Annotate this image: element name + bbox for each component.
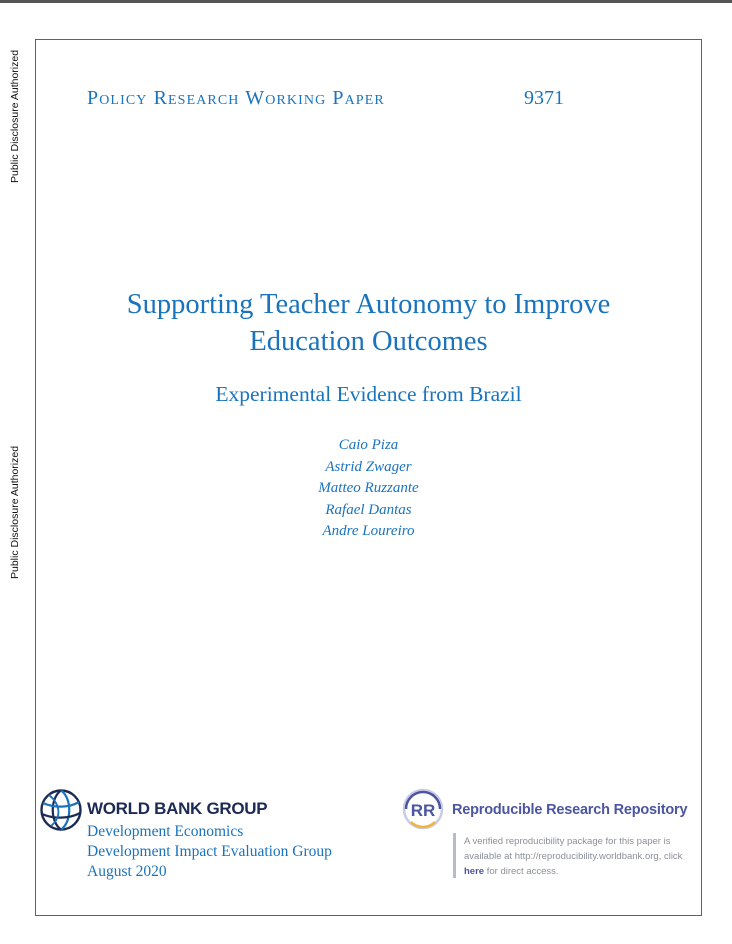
- author-list: [36, 435, 701, 543]
- author-name: Rafael Dantas: [325, 501, 412, 518]
- series-name: Policy Research Working Paper: [87, 87, 385, 109]
- repository-link[interactable]: here: [464, 866, 485, 877]
- author-name: Astrid Zwager: [325, 458, 412, 475]
- title-line-1: Supporting Teacher Autonomy to Improve: [126, 289, 611, 320]
- author-name: Andre Loureiro: [322, 523, 415, 539]
- author-name: Caio Piza: [338, 437, 399, 453]
- reproducible-research-logo-icon: [402, 788, 444, 830]
- disclosure-stamp-1: Public Disclosure Authorized: [9, 49, 21, 183]
- department-line-1: Development Economics: [87, 823, 244, 840]
- rrr-logo-letters: RR: [410, 801, 436, 820]
- department-line-2: Development Impact Evaluation Group: [87, 843, 332, 860]
- world-bank-group-name: WORLD BANK GROUP: [87, 799, 268, 818]
- paper-number: 9371: [524, 87, 564, 109]
- subtitle: Experimental Evidence from Brazil: [215, 382, 522, 406]
- repository-note-text: A verified reproducibility package for this paper is available at http://reproducibility.worldbank.org, click: [464, 836, 683, 862]
- disclosure-stamp-2: Public Disclosure Authorized: [9, 445, 21, 579]
- publication-date: August 2020: [87, 863, 167, 880]
- repository-note-bar: [453, 833, 456, 878]
- title-line-2: Education Outcomes: [249, 326, 488, 357]
- top-edge-bar: [0, 0, 732, 3]
- repository-note: [464, 834, 704, 879]
- repository-note-end: for direct access.: [484, 866, 559, 877]
- world-bank-globe-icon: [39, 788, 83, 832]
- repository-name: Reproducible Research Repository: [452, 802, 688, 818]
- author-name: Matteo Ruzzante: [318, 480, 419, 496]
